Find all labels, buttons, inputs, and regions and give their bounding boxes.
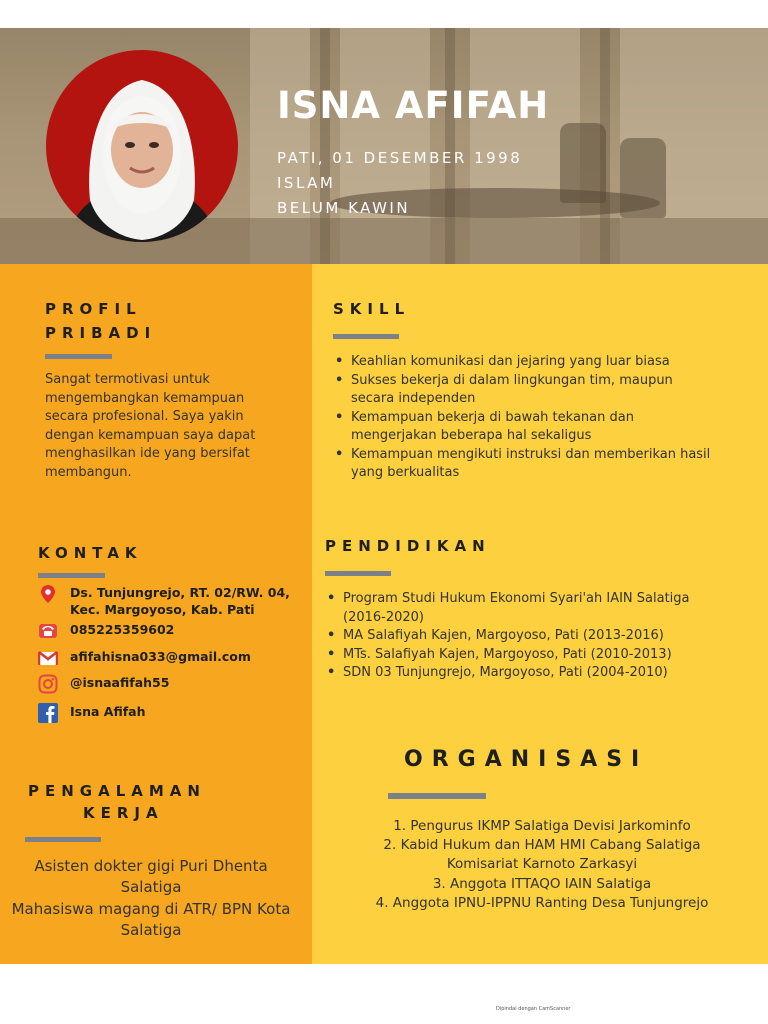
profile-photo: [46, 50, 238, 242]
address-line2: Kec. Margoyoso, Kab. Pati: [70, 602, 255, 617]
telephone-icon: [38, 621, 58, 641]
left-column: [0, 264, 312, 964]
address-line1: Ds. Tunjungrejo, RT. 02/RW. 04,: [70, 585, 290, 600]
marital-status-info: BELUM KAWIN: [277, 199, 411, 217]
person-name: ISNA AFIFAH: [277, 84, 550, 127]
profile-text: Sangat termotivasi untuk mengembangkan kemampuan secara profesional. Saya yakin dengan kemampuan saya dapat menghasilkan ide yang bersifat membangun.: [45, 372, 256, 480]
profile-divider: [45, 354, 112, 359]
scanner-watermark: Dipindai dengan CamScanner: [496, 1006, 571, 1012]
right-column: [312, 264, 768, 964]
list-item: • SDN 03 Tunjungrejo, Margoyoso, Pati (2004-2010): [325, 664, 705, 683]
education-heading: PENDIDIKAN: [325, 537, 491, 555]
list-item: • Program Studi Hukum Ekonomi Syari'ah IAIN Salatiga (2016-2020): [325, 590, 705, 627]
facebook-icon: [38, 703, 58, 723]
organization-item: 2. Kabid Hukum dan HAM HMI Cabang Salatiga Komisariat Karnoto Zarkasyi: [383, 837, 701, 872]
experience-heading: PENGALAMAN: [28, 782, 206, 800]
facebook-name: Isna Afifah: [70, 704, 146, 719]
contact-instagram: [38, 674, 308, 694]
religion-info: ISLAM: [277, 174, 336, 192]
experience-heading-line2: KERJA: [83, 804, 164, 822]
email-address: afifahisna033@gmail.com: [70, 649, 251, 664]
contact-address: [38, 584, 308, 618]
organization-item: 3. Anggota ITTAQO IAIN Salatiga: [432, 876, 652, 892]
resume-page: [0, 28, 768, 964]
profile-heading-line2: PRIBADI: [45, 324, 157, 342]
list-item: • Kemampuan bekerja di bawah tekanan dan mengerjakan beberapa hal sekaligus: [333, 409, 713, 446]
mail-icon: [38, 648, 58, 668]
profile-heading: PROFIL: [45, 300, 142, 318]
skill-heading: SKILL: [333, 300, 411, 318]
organization-item: 4. Anggota IPNU-IPPNU Ranting Desa Tunjungrejo: [375, 895, 709, 911]
contact-phone: [38, 621, 308, 641]
experience-divider: [25, 837, 101, 842]
contact-heading: KONTAK: [38, 544, 143, 562]
phone-number: 085225359602: [70, 622, 175, 637]
location-pin-icon: [38, 584, 58, 604]
list-item: • Kemampuan mengikuti instruksi dan memberikan hasil yang berkualitas: [333, 446, 713, 483]
organization-heading: ORGANISASI: [404, 747, 649, 772]
contact-divider: [38, 573, 105, 578]
list-item: • MTs. Salafiyah Kajen, Margoyoso, Pati (2010-2013): [325, 646, 705, 665]
contact-email: [38, 648, 308, 668]
organization-item: 1. Pengurus IKMP Salatiga Devisi Jarkominfo: [393, 818, 691, 834]
header-banner: [0, 28, 768, 264]
skill-list: [333, 353, 713, 483]
profile-photo-illustration: [46, 50, 238, 242]
experience-item: Asisten dokter gigi Puri Dhenta Salatiga: [34, 857, 268, 896]
list-item: • Sukses bekerja di dalam lingkungan tim, maupun secara independen: [333, 372, 713, 409]
organization-divider: [388, 793, 486, 799]
list-item: • Keahlian komunikasi dan jejaring yang luar biasa: [333, 353, 713, 372]
education-divider: [325, 571, 391, 576]
experience-item: Mahasiswa magang di ATR/ BPN Kota Salatiga: [11, 900, 291, 939]
instagram-icon: [38, 674, 58, 694]
instagram-handle: @isnaafifah55: [70, 675, 170, 690]
contact-facebook: [38, 703, 308, 723]
birth-info: PATI, 01 DESEMBER 1998: [277, 149, 523, 167]
skill-divider: [333, 334, 399, 339]
list-item: • MA Salafiyah Kajen, Margoyoso, Pati (2013-2016): [325, 627, 705, 646]
education-list: [325, 590, 705, 683]
